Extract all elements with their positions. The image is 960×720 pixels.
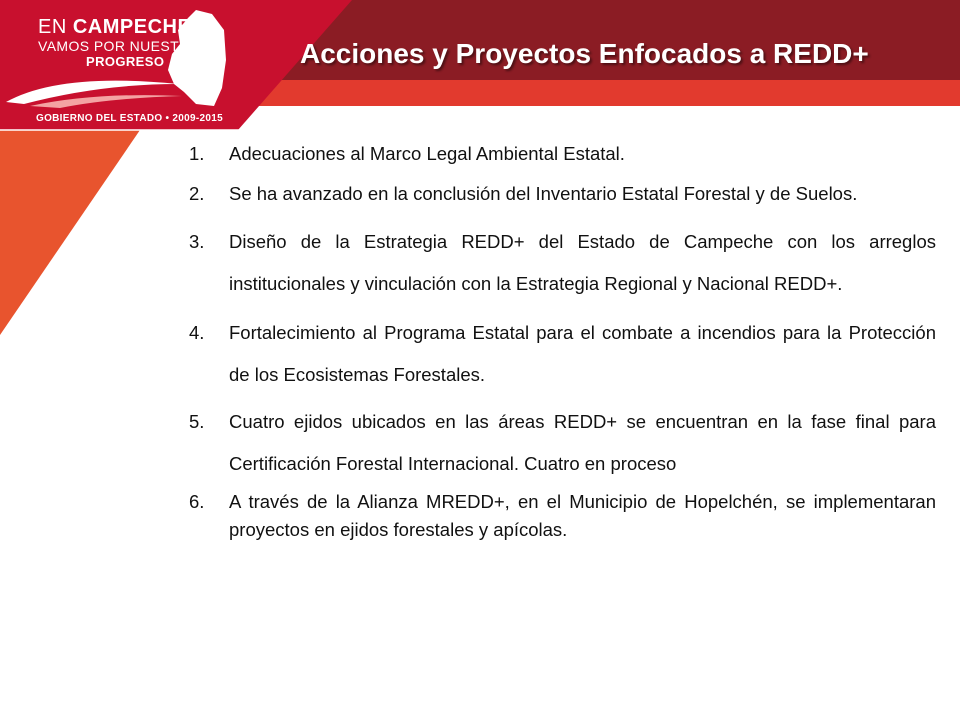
item-text: Se ha avanzado en la conclusión del Inventario Estatal Forestal y de Suelos. (229, 183, 858, 204)
item-text: Diseño de la Estrategia REDD+ del Estado de Campeche con los arreglos institucionales y vinculación con la Estrategia Regional y Nacional REDD+. (229, 231, 936, 294)
list-item (178, 312, 936, 396)
list-item (178, 488, 936, 544)
item-number: 6. (189, 491, 205, 512)
item-number: 2. (189, 183, 205, 204)
left-diagonal-stripe (0, 130, 140, 335)
logo-line3: PROGRESO (86, 54, 165, 69)
item-number: 1. (189, 143, 205, 164)
logo-line2: VAMOS POR NUESTRO (38, 38, 201, 54)
page-title: Acciones y Proyectos Enfocados a REDD+ (300, 38, 869, 69)
logo-footer: GOBIERNO DEL ESTADO • 2009-2015 (36, 113, 223, 124)
list-item (178, 174, 936, 214)
list-item (178, 138, 936, 170)
item-number: 3. (189, 231, 205, 252)
content-list (178, 138, 936, 544)
list-item (178, 221, 936, 305)
logo-line1: EN CAMPECHE (38, 16, 192, 38)
header-light-band (215, 80, 960, 106)
item-text: Adecuaciones al Marco Legal Ambiental Estatal. (229, 143, 625, 164)
item-text: Fortalecimiento al Programa Estatal para el combate a incendios para la Protección de los Ecosistemas Forestales. (229, 322, 936, 385)
item-number: 5. (189, 411, 205, 432)
item-text: A través de la Alianza MREDD+, en el Municipio de Hopelchén, se implementaran proyectos en ejidos forestales y apícolas. (229, 491, 936, 540)
list-item (178, 401, 936, 485)
item-text: Cuatro ejidos ubicados en las áreas REDD+ se encuentran en la fase final para Certificación Forestal Internacional. Cuatro en proceso (229, 411, 936, 474)
item-number: 4. (189, 322, 205, 343)
